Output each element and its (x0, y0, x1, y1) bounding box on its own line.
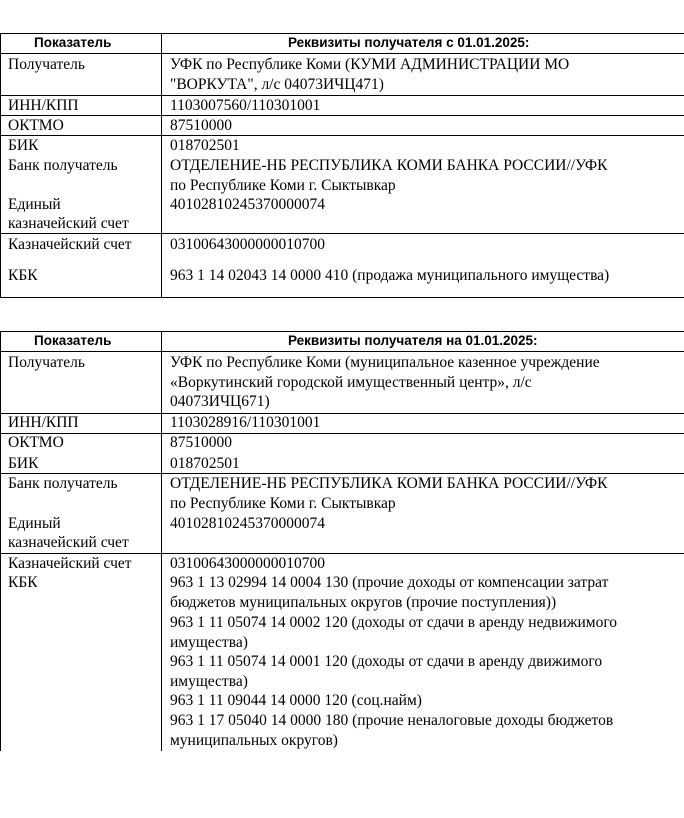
row-value: по Республике Коми г. Сыктывкар (170, 177, 396, 194)
table-column-divider (161, 33, 162, 298)
row-label: Единый (8, 196, 61, 213)
table-border (0, 135, 684, 136)
row-value: бюджетов муниципальных округов (прочие поступления)) (170, 594, 557, 611)
row-value: имущества) (170, 673, 248, 690)
table-border (0, 331, 1, 751)
row-label: Получатель (8, 56, 85, 73)
row-label: ИНН/КПП (8, 414, 79, 431)
row-label: БИК (8, 137, 39, 154)
column-header-requisites: Реквизиты получателя с 01.01.2025: (288, 35, 530, 50)
row-value: 40102810245370000074 (170, 196, 325, 213)
row-value: ОТДЕЛЕНИЕ-НБ РЕСПУБЛИКА КОМИ БАНКА РОССИИ//УФК (170, 157, 608, 174)
row-value: 963 1 14 02043 14 0000 410 (продажа муниципального имущества) (170, 267, 610, 284)
row-value: по Республике Коми г. Сыктывкар (170, 495, 396, 512)
row-label: Получатель (8, 354, 85, 371)
column-header-indicator: Показатель (34, 35, 112, 50)
row-label: Банк получатель (8, 475, 118, 492)
table-border (0, 413, 684, 414)
table-border (0, 115, 684, 116)
row-value: ОТДЕЛЕНИЕ-НБ РЕСПУБЛИКА КОМИ БАНКА РОССИИ//УФК (170, 475, 608, 492)
row-label: ИНН/КПП (8, 97, 79, 114)
row-value: 87510000 (170, 117, 232, 134)
row-label: КБК (8, 574, 38, 591)
row-value: 1103028916/110301001 (170, 414, 321, 431)
row-value: 963 1 11 05074 14 0002 120 (доходы от сдачи в аренду недвижимого (170, 614, 618, 631)
table-border (0, 95, 684, 96)
row-label: казначейский счет (8, 215, 129, 232)
table-border (0, 351, 684, 352)
row-value: 1103007560/110301001 (170, 97, 321, 114)
row-label: ОКТМО (8, 117, 64, 134)
row-value: имущества) (170, 634, 248, 651)
column-header-indicator: Показатель (34, 333, 112, 348)
row-value: 963 1 11 05074 14 0001 120 (доходы от сдачи в аренду движимого (170, 653, 603, 670)
row-value: 018702501 (170, 455, 240, 472)
column-header-requisites: Реквизиты получателя на 01.01.2025: (288, 333, 538, 348)
row-value: УФК по Республике Коми (муниципальное казенное учреждение (170, 354, 600, 371)
row-value: 963 1 11 09044 14 0000 120 (соц.найм) (170, 692, 422, 709)
row-value: муниципальных округов) (170, 732, 338, 749)
row-value: 87510000 (170, 434, 232, 451)
row-value: «Воркутинский городской имущественный центр», л/с (170, 374, 532, 391)
row-value: УФК по Республике Коми (КУМИ АДМИНИСТРАЦИИ МО (170, 56, 570, 73)
row-label: БИК (8, 455, 39, 472)
table-border (0, 53, 684, 54)
row-label: казначейский счет (8, 534, 129, 551)
row-label: Банк получатель (8, 157, 118, 174)
row-value: "ВОРКУТА", л/с 04073ИЧЦ471) (170, 76, 384, 93)
row-label: ОКТМО (8, 434, 64, 451)
row-value: 963 1 13 02994 14 0004 130 (прочие доходы от компенсации затрат (170, 574, 609, 591)
row-value: 40102810245370000074 (170, 515, 325, 532)
row-label: КБК (8, 267, 38, 284)
row-value: 03100643000000010700 (170, 236, 325, 253)
table-border (0, 297, 684, 298)
row-label: Единый (8, 515, 61, 532)
row-label: Казначейский счет (8, 555, 132, 572)
row-value: 018702501 (170, 137, 240, 154)
row-value: 03100643000000010700 (170, 555, 325, 572)
row-value: 04073ИЧЦ671) (170, 393, 270, 410)
table-column-divider (161, 331, 162, 751)
table-border (0, 433, 684, 434)
row-value: 963 1 17 05040 14 0000 180 (прочие неналоговые доходы бюджетов (170, 712, 614, 729)
table-border (0, 33, 1, 298)
row-label: Казначейский счет (8, 236, 132, 253)
